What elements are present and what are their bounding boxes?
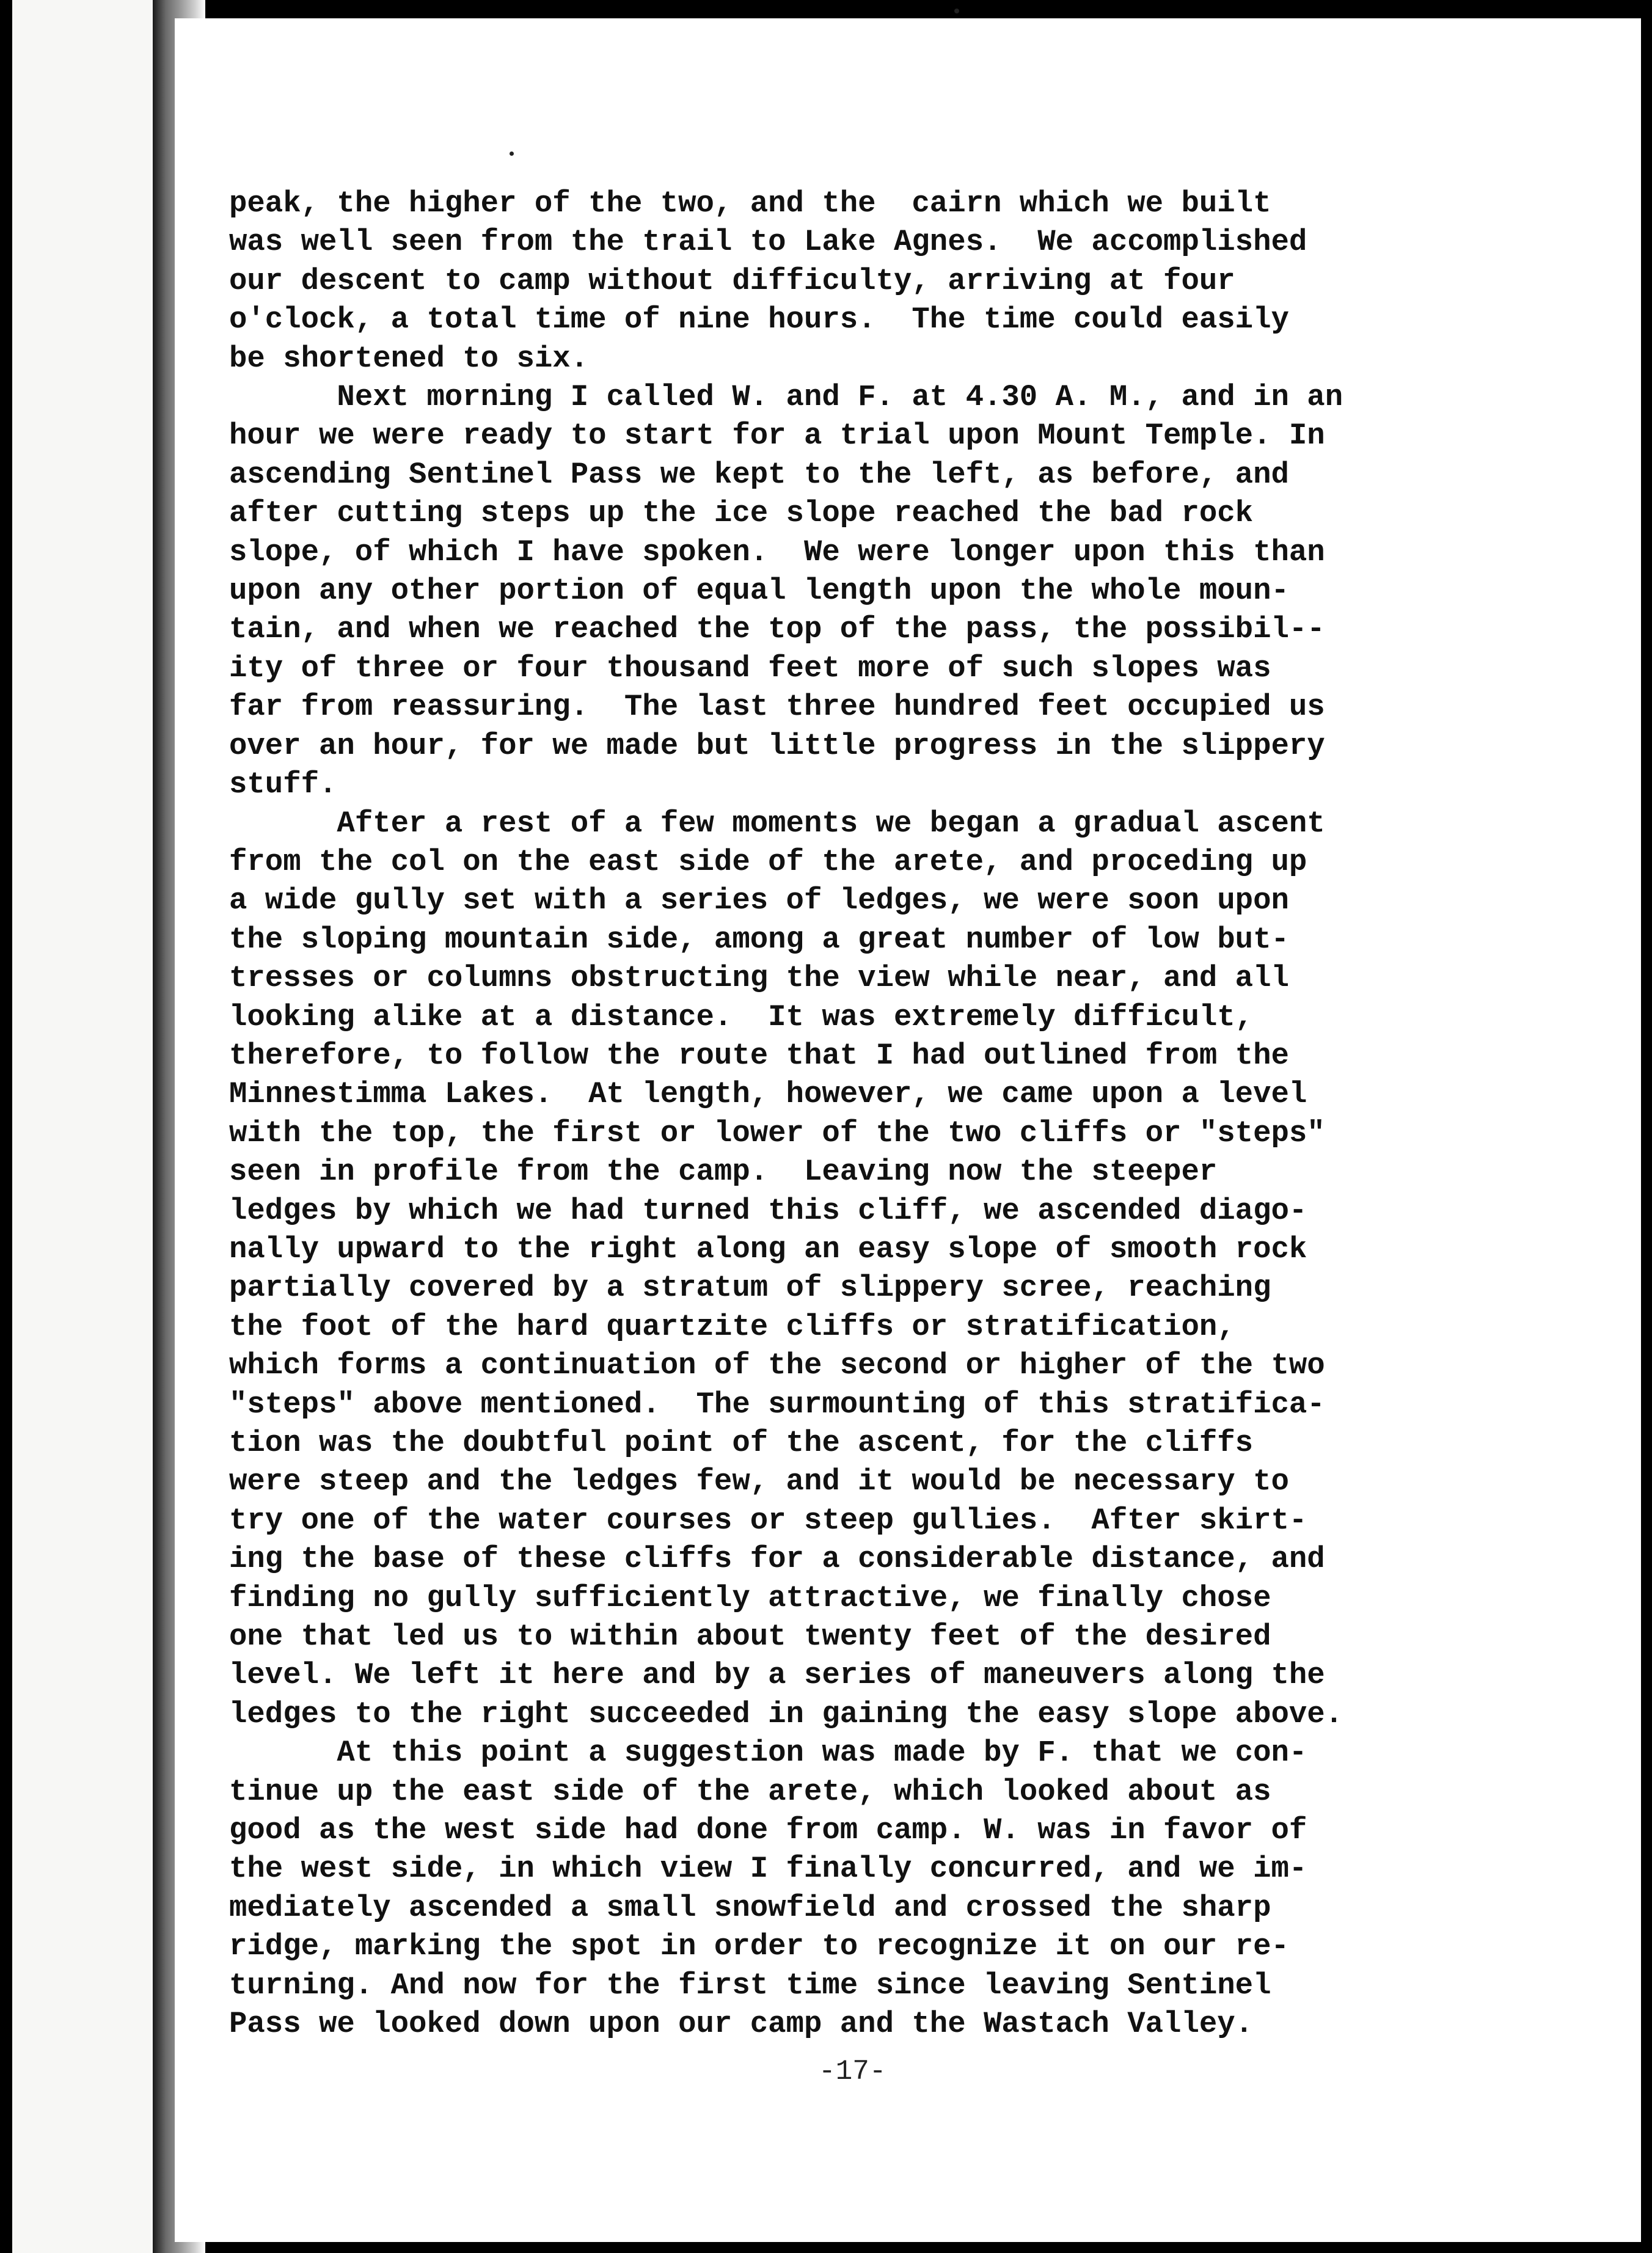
text-line: level. We left it here and by a series of maneuvers along the [229,1658,1325,1693]
text-line: Pass we looked down upon our camp and the Wastach Valley. [229,2007,1254,2042]
text-line: therefore, to follow the route that I had outlined from the [229,1038,1289,1073]
text-line: were steep and the ledges few, and it would be necessary to [229,1464,1289,1499]
text-line: turning. And now for the first time since leaving Sentinel [229,1968,1271,2003]
text-line: tion was the doubtful point of the ascent, for the cliffs [229,1426,1254,1460]
text-line: o'clock, a total time of nine hours. The time could easily [229,302,1289,337]
text-line: slope, of which I have spoken. We were longer upon this than [229,535,1325,569]
text-line: good as the west side had done from camp. W. was in favor of [229,1813,1307,1848]
text-line: tain, and when we reached the top of the pass, the possibil-- [229,612,1325,647]
text-line: far from reassuring. The last three hundred feet occupied us [229,690,1325,725]
text-line: upon any other portion of equal length upon the whole moun- [229,574,1289,608]
text-line: our descent to camp without difficulty, arriving at four [229,263,1235,298]
page-number: -17- [819,2056,886,2087]
text-line: Minnestimma Lakes. At length, however, we came upon a level [229,1077,1307,1112]
text-line: stuff. [229,767,337,802]
text-line: ity of three or four thousand feet more of such slopes was [229,651,1271,685]
text-line: "steps" above mentioned. The surmounting of this stratifica- [229,1387,1325,1422]
text-line: ascending Sentinel Pass we kept to the left, as before, and [229,457,1289,492]
text-line: after cutting steps up the ice slope reached the bad rock [229,496,1254,531]
text-line: At this point a suggestion was made by F. that we con- [229,1736,1307,1770]
text-line: was well seen from the trail to Lake Agnes. We accomplished [229,225,1307,260]
text-line: which forms a continuation of the second or higher of the two [229,1348,1325,1383]
text-line: ledges by which we had turned this cliff, we ascended diago- [229,1193,1307,1228]
text-line: ledges to the right succeeded in gaining the easy slope above. [229,1696,1343,1731]
text-line: seen in profile from the camp. Leaving now the steeper [229,1155,1218,1189]
text-line: mediately ascended a small snowfield and crossed the sharp [229,1890,1271,1925]
text-line: ing the base of these cliffs for a considerable distance, and [229,1542,1325,1577]
text-line: After a rest of a few moments we began a gradual ascent [229,806,1325,841]
text-line: peak, the higher of the two, and the cairn which we built [229,186,1271,221]
text-line: over an hour, for we made but little progress in the slippery [229,728,1325,763]
text-line: try one of the water courses or steep gullies. After skirt- [229,1503,1307,1538]
text-line: a wide gully set with a series of ledges, we were soon upon [229,883,1289,918]
previous-page-edge [12,0,153,2253]
text-line: hour we were ready to start for a trial upon Mount Temple. In [229,418,1325,453]
text-line: be shortened to six. [229,341,589,376]
text-line: finding no gully sufficiently attractive, we finally chose [229,1580,1271,1615]
ink-speck [510,152,514,156]
text-line: looking alike at a distance. It was extremely difficult, [229,999,1254,1034]
text-line: the west side, in which view I finally concurred, and we im- [229,1852,1307,1886]
text-line: the sloping mountain side, among a great number of low but- [229,922,1289,957]
text-line: ridge, marking the spot in order to recognize it on our re- [229,1929,1289,1964]
ink-speck [954,9,959,13]
text-line: with the top, the first or lower of the two cliffs or "steps" [229,1116,1325,1150]
text-line: partially covered by a stratum of slippery scree, reaching [229,1271,1271,1305]
text-line: tresses or columns obstructing the view while near, and all [229,961,1289,996]
text-line: one that led us to within about twenty feet of the desired [229,1619,1271,1654]
text-line: Next morning I called W. and F. at 4.30 A. M., and in an [229,380,1343,415]
text-line: tinue up the east side of the arete, which looked about as [229,1774,1271,1809]
text-line: nally upward to the right along an easy slope of smooth rock [229,1232,1307,1266]
typed-text-body [229,184,1482,2044]
text-line: the foot of the hard quartzite cliffs or stratification, [229,1309,1235,1344]
text-line: from the col on the east side of the arete, and proceding up [229,844,1307,879]
